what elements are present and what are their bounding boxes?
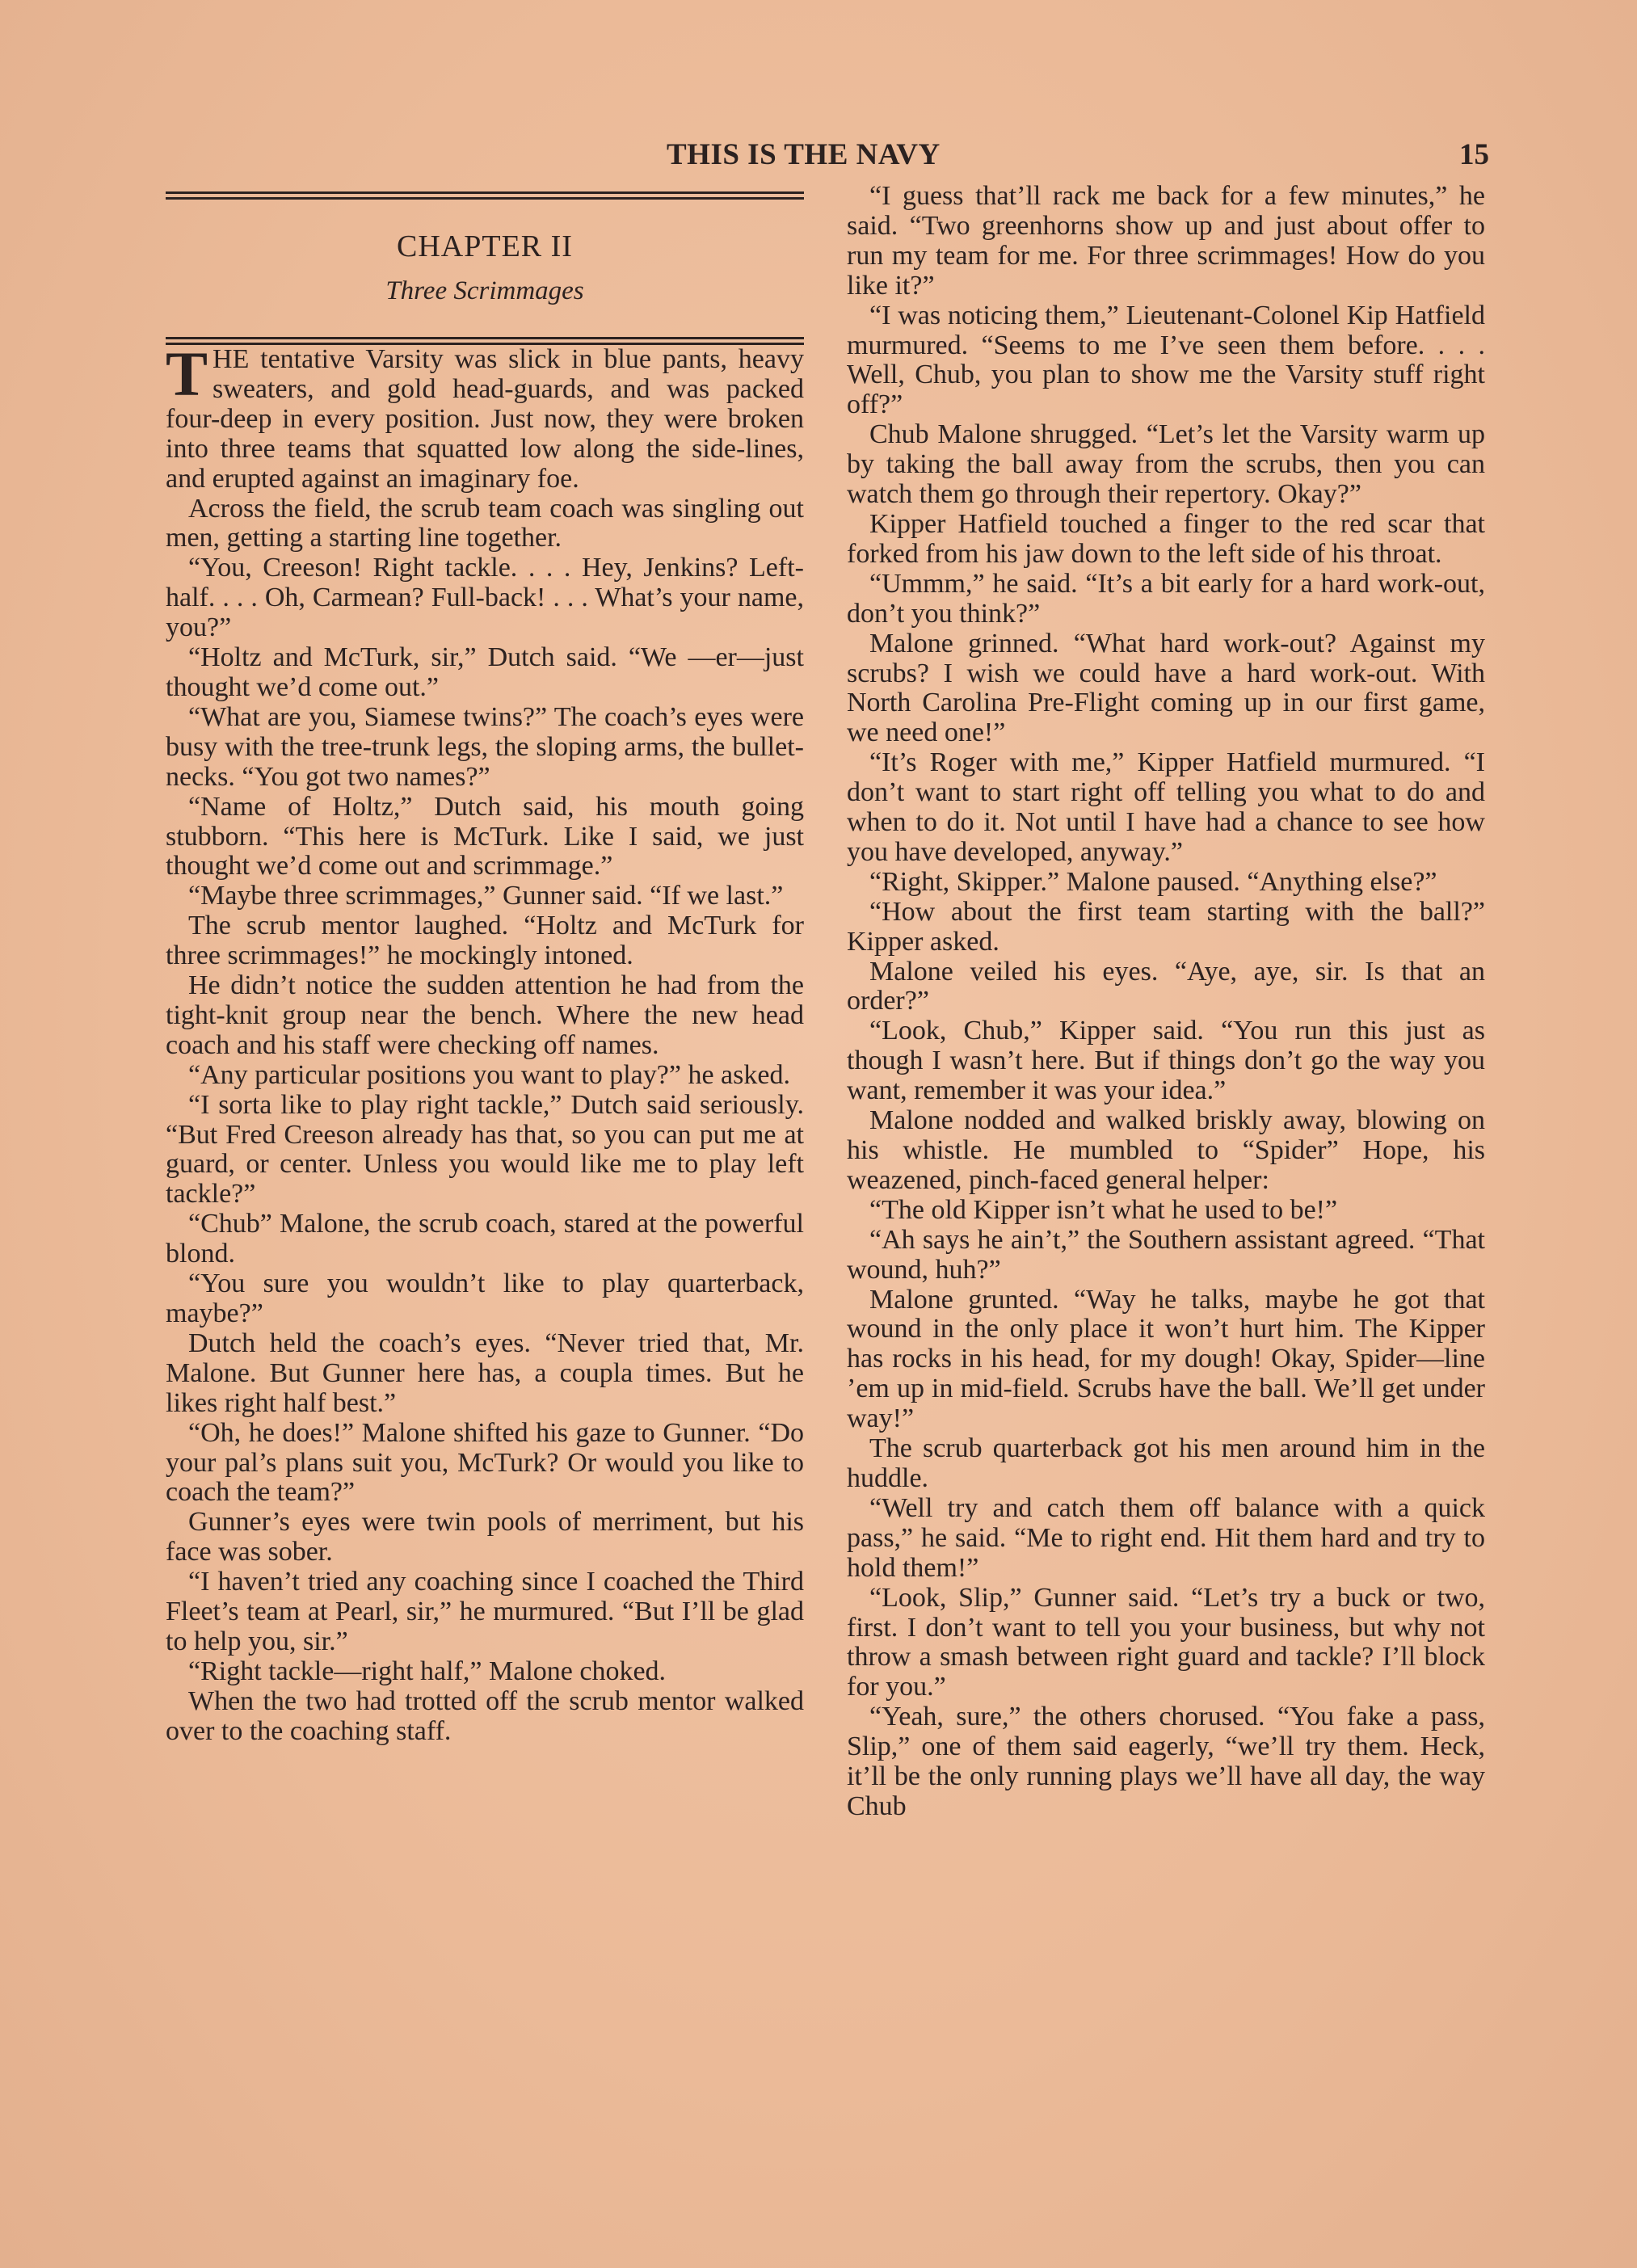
drop-cap: T (166, 339, 208, 409)
left-body-text (166, 494, 804, 1747)
paragraph: Gunner’s eyes were twin pools of merriment, but his face was sober. (166, 1507, 804, 1567)
opening-paragraph (166, 339, 804, 494)
paragraph: The scrub quarterback got his men around him in the huddle. (847, 1433, 1485, 1493)
paragraph: “You sure you wouldn’t like to play quarterback, maybe?” (166, 1269, 804, 1328)
paragraph: “It’s Roger with me,” Kipper Hatfield murmured. “I don’t want to start right off telling you what to do and when to do it. Not until I have had a chance to see how you have developed, anyway.” (847, 747, 1485, 867)
paragraph: Across the field, the scrub team coach was singling out men, getting a starting line together. (166, 493, 804, 553)
paragraph: When the two had trotted off the scrub mentor walked over to the coaching staff. (166, 1685, 804, 1746)
paragraph: “I guess that’ll rack me back for a few minutes,” he said. “Two greenhorns show up and just about offer to run my team for me. For three scrimmages! How do you like it?” (847, 181, 1485, 301)
paragraph: “I haven’t tried any coaching since I coached the Third Fleet’s team at Pearl, sir,” he murmured. “But I’ll be glad to help you, sir.” (166, 1567, 804, 1656)
chapter-number: CHAPTER II (397, 229, 573, 263)
paragraph: Chub Malone shrugged. “Let’s let the Varsity warm up by taking the ball away from the scrubs, then you can watch them go through their repertory. Okay?” (847, 419, 1485, 510)
paragraph: Malone veiled his eyes. “Aye, aye, sir. Is that an order?” (847, 956, 1485, 1016)
paragraph: “What are you, Siamese twins?” The coach’s eyes were busy with the tree-trunk legs, the sloping arms, the bullet-necks. “You got two names?” (166, 701, 804, 792)
top-double-rule (166, 191, 804, 200)
page-number: 15 (1459, 138, 1489, 171)
left-column (166, 182, 804, 1747)
paragraph: “Holtz and McTurk, sir,” Dutch said. “We —er—just thought we’d come out.” (166, 642, 804, 702)
running-head (166, 137, 1489, 183)
paragraph: Malone nodded and walked briskly away, blowing on his whistle. He mumbled to “Spider” Hope, his weazened, pinch-faced general helper: (847, 1105, 1485, 1195)
paragraph: “Look, Chub,” Kipper said. “You run this just as though I wasn’t here. But if things don’t go the way you want, remember it was your idea.” (847, 1016, 1485, 1106)
right-column (847, 182, 1485, 1822)
paragraph: Kipper Hatfield touched a finger to the red scar that forked from his jaw down to the left side of his throat. (847, 508, 1485, 569)
paragraph: “I was noticing them,” Lieutenant-Colonel Kip Hatfield murmured. “Seems to me I’ve seen them before. . . . Well, Chub, you plan to show me the Varsity stuff right off?” (847, 300, 1485, 420)
chapter-heading (166, 200, 804, 337)
paragraph: “Ah says he ain’t,” the Southern assistant agreed. “That wound, huh?” (847, 1224, 1485, 1285)
paragraph: Dutch held the coach’s eyes. “Never tried that, Mr. Malone. But Gunner here has, a coupla times. But he likes right half best.” (166, 1328, 804, 1418)
paragraph: Malone grinned. “What hard work-out? Against my scrubs? I wish we could have a hard work-out. With North Carolina Pre-Flight coming up in our first game, we need one!” (847, 628, 1485, 748)
paragraph: “Oh, he does!” Malone shifted his gaze to Gunner. “Do your pal’s plans suit you, McTurk? Or would you like to coach the team?” (166, 1417, 804, 1508)
paragraph: “Chub” Malone, the scrub coach, stared at the powerful blond. (166, 1209, 804, 1269)
chapter-title: Three Scrimmages (385, 276, 584, 305)
right-body-text (847, 182, 1485, 1822)
paragraph: Malone grunted. “Way he talks, maybe he got that wound in the only place it won’t hurt him. The Kipper has rocks in his head, for my dough! Okay, Spider—line ’em up in mid-field. Scrubs have the ball. We’ll get under way!” (847, 1284, 1485, 1434)
paragraph: “Maybe three scrimmages,” Gunner said. “If we last.” (188, 881, 784, 911)
paragraph: “Well try and catch them off balance with a quick pass,” he said. “Me to right end. Hit them hard and try to hold them!” (847, 1492, 1485, 1583)
running-head-title: THIS IS THE NAVY (667, 138, 941, 171)
paragraph: “You, Creeson! Right tackle. . . . Hey, Jenkins? Left-half. . . . Oh, Carmean? Full-back! . . . What’s your name, you?” (166, 553, 804, 643)
paragraph: “Ummm,” he said. “It’s a bit early for a hard work-out, don’t you think?” (847, 568, 1485, 629)
paragraph: “Yeah, sure,” the others chorused. “You fake a pass, Slip,” one of them said eagerly, “we’ll try them. Heck, it’ll be the only running plays we’ll have all day, the way Chub (847, 1702, 1485, 1821)
paragraph: “The old Kipper isn’t what he used to be!” (869, 1194, 1338, 1225)
paragraph: “Right, Skipper.” Malone paused. “Anything else?” (869, 866, 1437, 897)
paragraph: “Right tackle—right half,” Malone choked. (188, 1656, 667, 1686)
opening-text: HE tentative Varsity was slick in blue pants, heavy sweaters, and gold head-guards, and was packed four-deep in every position. Just now, they were broken into three teams that squatted low along the side-lines, and erupted against an imaginary foe. (166, 344, 804, 494)
paragraph: “How about the first team starting with the ball?” Kipper asked. (847, 896, 1485, 957)
paragraph: “Name of Holtz,” Dutch said, his mouth going stubborn. “This here is McTurk. Like I said, we just thought we’d come out and scrimmage.” (166, 791, 804, 882)
paragraph: “Look, Slip,” Gunner said. “Let’s try a buck or two, first. I don’t want to tell you your business, but why not throw a smash between right guard and tackle? I’ll block for you.” (847, 1582, 1485, 1702)
paragraph: He didn’t notice the sudden attention he had from the tight-knit group near the bench. Where the new head coach and his staff were checking off names. (166, 970, 804, 1060)
paragraph: The scrub mentor laughed. “Holtz and McTurk for three scrimmages!” he mockingly intoned. (166, 911, 804, 971)
paragraph: “Any particular positions you want to play?” he asked. (188, 1059, 790, 1090)
paragraph: “I sorta like to play right tackle,” Dutch said seriously. “But Fred Creeson already has that, so you can put me at guard, or center. Unless you would like me to play left tackle?” (166, 1089, 804, 1210)
